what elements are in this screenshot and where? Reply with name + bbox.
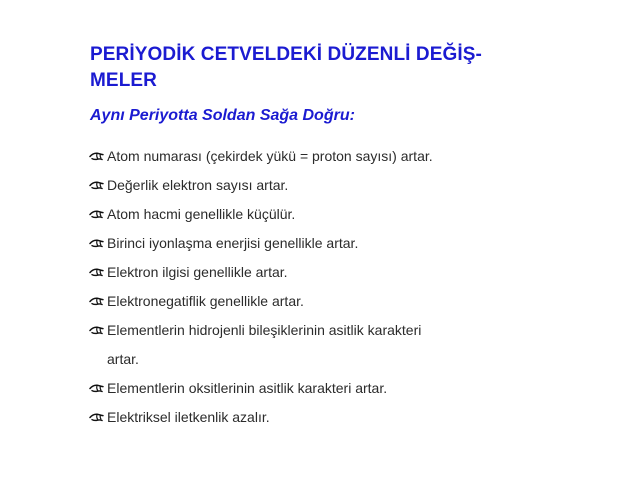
list-item xyxy=(89,229,589,258)
list-item xyxy=(89,403,589,432)
list-item xyxy=(89,142,589,171)
list-item-text: Elektronegatiflik genellikle artar. xyxy=(107,293,304,309)
pointing-hand-icon xyxy=(89,258,107,287)
list-item xyxy=(89,316,589,345)
list-item-text: Atom numarası (çekirdek yükü = proton sayısı) artar. xyxy=(107,148,433,164)
list-item xyxy=(89,287,589,316)
list-item-text: Elektron ilgisi genellikle artar. xyxy=(107,264,288,280)
pointing-hand-icon xyxy=(89,287,107,316)
section-subtitle: Aynı Periyotta Soldan Sağa Doğru: xyxy=(90,107,355,124)
list-item-text: Elektriksel iletkenlik azalır. xyxy=(107,409,270,425)
periodic-trends-list xyxy=(89,142,589,432)
pointing-hand-icon xyxy=(89,316,107,345)
list-item-text: Atom hacmi genellikle küçülür. xyxy=(107,206,296,222)
list-item-text: Elementlerin hidrojenli bileşiklerinin asitlik karakteri xyxy=(107,322,422,338)
list-item-text: Değerlik elektron sayısı artar. xyxy=(107,177,289,193)
list-item-continuation: artar. xyxy=(107,351,139,367)
page-title-line-1: PERİYODİK CETVELDEKİ DÜZENLİ DEĞİŞ- xyxy=(90,44,482,65)
list-item xyxy=(89,258,589,287)
page-title xyxy=(90,42,530,94)
page-title-line-2: MELER xyxy=(90,70,157,91)
pointing-hand-icon xyxy=(89,171,107,200)
pointing-hand-icon xyxy=(89,403,107,432)
pointing-hand-icon xyxy=(89,374,107,403)
list-item xyxy=(89,200,589,229)
list-item-text: Birinci iyonlaşma enerjisi genellikle artar. xyxy=(107,235,359,251)
list-item xyxy=(89,171,589,200)
pointing-hand-icon xyxy=(89,200,107,229)
list-item-text: Elementlerin oksitlerinin asitlik karakteri artar. xyxy=(107,380,388,396)
pointing-hand-icon xyxy=(89,229,107,258)
list-item xyxy=(89,374,589,403)
pointing-hand-icon xyxy=(89,142,107,171)
